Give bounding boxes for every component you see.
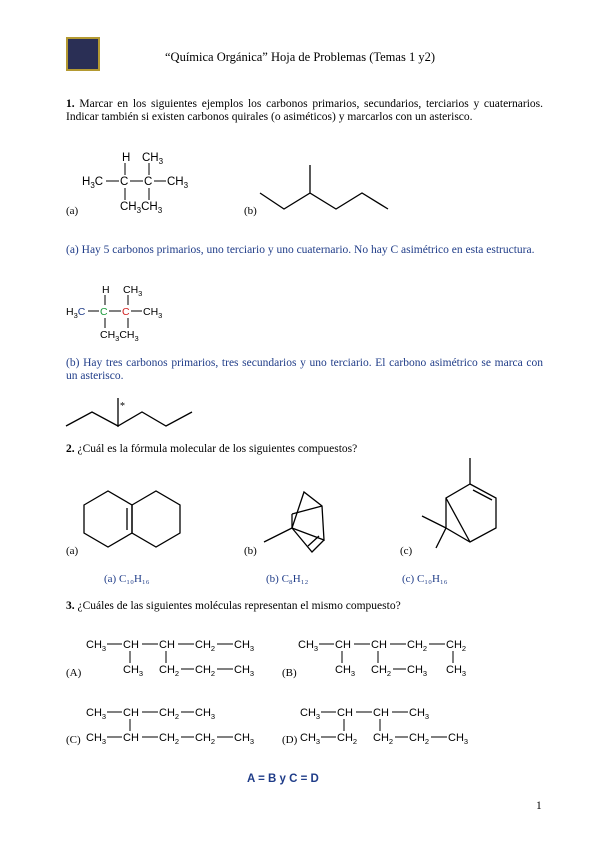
structure-1b xyxy=(260,165,390,215)
question-text: Marcar en los siguientes ejemplos los carbonos primarios, secundarios, terciarios y cuaternarios. Indicar también si existen carbonos quirales (o asiméticos) y marcarlos con un asterisco. xyxy=(66,98,543,123)
svg-text:CH2: $CH_2$ xyxy=(159,664,180,678)
svg-text:CH3: $CH_3$ xyxy=(167,176,189,190)
svg-text:CH2: $CH_2$ xyxy=(337,732,358,746)
svg-text:CH: CH xyxy=(373,707,389,719)
svg-text:CH3: $CH_3$ xyxy=(234,664,255,678)
svg-text:H3C: $H_3C$ xyxy=(82,176,104,190)
molecule-A xyxy=(86,636,276,681)
page-number: 1 xyxy=(536,800,542,812)
question-number: 1. xyxy=(66,98,75,110)
question-number: 2. xyxy=(66,443,75,455)
label-1b: (b) xyxy=(244,205,257,217)
structure-2a xyxy=(84,488,194,558)
svg-text:CH3: $CH_3$ xyxy=(300,707,321,721)
svg-text:CH3: $CH_3$ xyxy=(448,732,469,746)
svg-text:CH2: $CH_2$ xyxy=(195,664,216,678)
svg-text:CH: CH xyxy=(371,639,387,651)
svg-text:CH3: $CH_3$ xyxy=(298,639,319,653)
structure-2c xyxy=(420,456,500,556)
answer-3: A = B y C = D xyxy=(247,773,319,785)
label-1a: (a) xyxy=(66,205,79,217)
structure-1b-marked xyxy=(66,398,196,433)
label-B: (B) xyxy=(282,667,297,679)
svg-text:CH3CH3: $CH_3CH_3$ xyxy=(100,329,139,343)
svg-text:C: C xyxy=(144,176,153,188)
svg-text:CH3: $CH_3$ xyxy=(335,664,356,678)
svg-text:CH3: $CH_3$ xyxy=(86,639,107,653)
logo xyxy=(66,37,100,71)
svg-text:CH: CH xyxy=(123,732,139,744)
svg-text:CH2: $CH_2$ xyxy=(159,707,180,721)
svg-text:CH: CH xyxy=(337,707,353,719)
svg-text:C: C xyxy=(100,306,108,318)
svg-text:CH3: $CH_3$ xyxy=(195,707,216,721)
svg-text:CH3: $CH_3$ xyxy=(123,664,144,678)
svg-text:CH: CH xyxy=(123,639,139,651)
svg-text:C: C xyxy=(122,306,130,318)
svg-text:CH2: $CH_2$ xyxy=(371,664,392,678)
svg-text:CH: CH xyxy=(335,639,351,651)
answer-2b: (b) C₈H₁₂ xyxy=(266,573,309,585)
structure-2b xyxy=(262,492,332,557)
label-2a: (a) xyxy=(66,545,79,557)
svg-text:CH3: $CH_3$ xyxy=(86,707,107,721)
label-2c: (c) xyxy=(400,545,413,557)
label-A: (A) xyxy=(66,667,82,679)
answer-1a: (a) Hay 5 carbonos primarios, uno terciario y uno cuaternario. No hay C asimétrico en esta estructura. xyxy=(66,244,535,256)
question-text: ¿Cuáles de las siguientes moléculas representan el mismo compuesto? xyxy=(77,600,401,612)
svg-text:CH: CH xyxy=(123,707,139,719)
asterisk: * xyxy=(120,401,125,412)
label-D: (D) xyxy=(282,734,298,746)
question-3 xyxy=(66,600,543,613)
question-number: 3. xyxy=(66,600,75,612)
svg-text:H: H xyxy=(122,152,131,164)
svg-text:CH2: $CH_2$ xyxy=(195,732,216,746)
svg-text:CH3: $CH_3$ xyxy=(86,732,107,746)
svg-text:CH2: $CH_2$ xyxy=(446,639,467,653)
svg-text:C: C xyxy=(120,176,129,188)
structure-1a-marked xyxy=(64,283,174,343)
svg-text:CH2: $CH_2$ xyxy=(409,732,430,746)
svg-text:CH3: $CH_3$ xyxy=(407,664,428,678)
svg-text:CH3CH3: $CH_3CH_3$ xyxy=(120,201,163,215)
svg-text:CH2: $CH_2$ xyxy=(407,639,428,653)
svg-text:CH3: $CH_3$ xyxy=(234,732,255,746)
svg-text:CH3: $CH_3$ xyxy=(300,732,321,746)
label-2b: (b) xyxy=(244,545,257,557)
question-2 xyxy=(66,443,543,456)
label-C: (C) xyxy=(66,734,81,746)
svg-text:CH3: $CH_3$ xyxy=(446,664,467,678)
question-text: ¿Cuál es la fórmula molecular de los siguientes compuestos? xyxy=(77,443,358,455)
page-header: “Química Orgánica” Hoja de Problemas (Temas 1 y2) xyxy=(165,50,435,64)
svg-text:CH3: $CH_3$ xyxy=(234,639,255,653)
svg-text:CH3: $CH_3$ xyxy=(142,152,164,166)
svg-text:CH2: $CH_2$ xyxy=(195,639,216,653)
answer-1b: (b) Hay tres carbonos primarios, tres secundarios y uno terciario. El carbono asimétrico se marca con un asterisco. xyxy=(66,357,543,382)
svg-text:CH2: $CH_2$ xyxy=(159,732,180,746)
answer-2c: (c) C₁₀H₁₆ xyxy=(402,573,448,585)
svg-text:H3C: $H_3C$ xyxy=(66,306,86,320)
svg-text:CH: CH xyxy=(159,639,175,651)
structure-1a xyxy=(80,150,200,215)
svg-text:CH3: $CH_3$ xyxy=(143,306,163,320)
answer-2a: (a) C₁₀H₁₆ xyxy=(104,573,150,585)
svg-text:CH3: $CH_3$ xyxy=(123,284,143,298)
svg-text:CH2: $CH_2$ xyxy=(373,732,394,746)
molecule-D xyxy=(300,704,490,749)
svg-text:H: H xyxy=(102,284,110,296)
molecule-B xyxy=(298,636,488,681)
svg-text:CH3: $CH_3$ xyxy=(409,707,430,721)
molecule-C xyxy=(86,704,276,749)
question-1 xyxy=(66,98,543,124)
